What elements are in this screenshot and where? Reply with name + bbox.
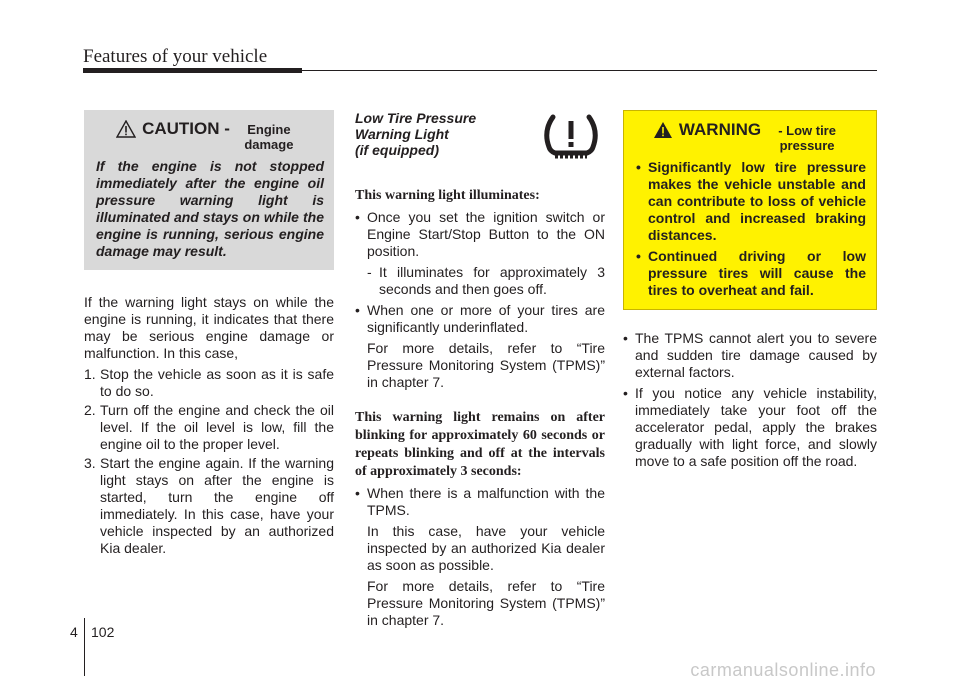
section-title-line: (if equipped) — [355, 142, 439, 158]
list-item — [623, 385, 877, 470]
section-title-line: Low Tire Pressure — [355, 110, 477, 126]
footer-rule — [84, 618, 85, 676]
list-item — [84, 366, 334, 400]
column-3 — [623, 110, 877, 470]
list-text: When one or more of your tires are significantly underinflated. — [367, 302, 605, 335]
oil-warning-intro: If the warning light stays on while the engine is running, it indicates that there may be serious engine damage or malfunction. In this case, — [84, 294, 334, 361]
list-number: 3. — [84, 455, 96, 471]
list-subtext: For more details, refer to “Tire Pressure Monitoring System (TPMS)” in chapter 7. — [367, 578, 605, 628]
list-text: Once you set the ignition switch or Engine Start/Stop Button to the ON position. — [367, 209, 605, 259]
warning-heading — [636, 120, 866, 153]
tire-pressure-warning-icon — [537, 111, 605, 161]
caution-heading — [96, 119, 324, 152]
warning-subject: - Low tire pressure — [778, 123, 836, 153]
list-item — [355, 209, 605, 260]
caution-subject: Engine damage — [244, 122, 294, 152]
list-item — [636, 248, 866, 299]
list-item — [355, 264, 605, 298]
list-text: The TPMS cannot alert you to severe and sudden tire damage caused by external factors. — [635, 330, 877, 380]
column-2 — [355, 110, 605, 629]
list-item — [84, 402, 334, 453]
illuminates-list — [355, 209, 605, 391]
list-item — [84, 455, 334, 557]
page-number: 102 — [91, 624, 115, 640]
warning-box — [623, 110, 877, 310]
caution-triangle-icon — [116, 120, 136, 138]
list-text: Turn off the engine and check the oil level. If the oil level is low, fill the engine oil to the proper level. — [100, 402, 334, 452]
section-title-line: Warning Light — [355, 126, 449, 142]
illuminates-heading: This warning light illuminates: — [355, 188, 540, 203]
list-text: If you notice any vehicle instability, immediately take your foot off the accelerator pedal, apply the brakes gradually with light force, and slowly move to a safe position off the road. — [635, 385, 877, 469]
oil-steps-list — [84, 366, 334, 557]
bullet: • — [636, 248, 641, 264]
list-item — [355, 485, 605, 519]
section-title — [355, 110, 476, 161]
column-1 — [84, 110, 334, 557]
list-item — [355, 302, 605, 336]
list-text: Stop the vehicle as soon as it is safe to do so. — [100, 366, 334, 399]
warning-keyword: WARNING — [678, 120, 762, 139]
list-text: Significantly low tire pressure makes the vehicle unstable and can contribute to loss of vehicle control and increased braking distances. — [648, 159, 866, 243]
list-item — [623, 330, 877, 381]
caution-box — [84, 110, 334, 270]
list-text: When there is a malfunction with the TPMS. — [367, 485, 605, 518]
watermark: carmanualsonline.info — [690, 660, 876, 680]
bullet: • — [623, 385, 628, 401]
section-title-row — [355, 110, 605, 161]
caution-keyword: CAUTION - — [142, 119, 230, 138]
list-item — [636, 159, 866, 244]
list-text: Start the engine again. If the warning light stays on after the engine is started, turn the engine off immediately. In this case, have your vehicle inspected by an authorized Kia dealer. — [100, 455, 334, 556]
bullet: • — [355, 485, 360, 501]
header-rule-thin — [302, 70, 877, 71]
bullet: • — [636, 159, 641, 175]
blinking-heading: This warning light remains on after blinking for approximately 60 seconds or repeats blinking and off at the intervals of approximately 3 seconds: — [355, 410, 605, 479]
bullet: • — [623, 330, 628, 346]
header-rule-thick — [83, 68, 302, 73]
list-text: It illuminates for approximately 3 seconds and then goes off. — [379, 264, 605, 297]
blinking-list — [355, 485, 605, 629]
list-text: Continued driving or low pressure tires will cause the tires to overheat and fail. — [648, 248, 866, 298]
warning-triangle-icon — [653, 121, 673, 139]
bullet: • — [355, 302, 360, 318]
list-subtext: For more details, refer to “Tire Pressure Monitoring System (TPMS)” in chapter 7. — [367, 340, 605, 390]
tpms-notes-list — [623, 330, 877, 470]
page-header-title: Features of your vehicle — [83, 46, 268, 67]
bullet: • — [355, 209, 360, 225]
dash: - — [367, 264, 372, 280]
list-number: 1. — [84, 366, 96, 382]
caution-body: If the engine is not stopped immediately after the engine oil pressure warning light is illuminated and stays on while the engine is running, serious engine damage may result. — [96, 158, 324, 259]
list-subtext: In this case, have your vehicle inspected by an authorized Kia dealer as soon as possible. — [367, 523, 605, 573]
chapter-number: 4 — [70, 624, 78, 640]
warning-list — [636, 159, 866, 299]
list-number: 2. — [84, 402, 96, 418]
